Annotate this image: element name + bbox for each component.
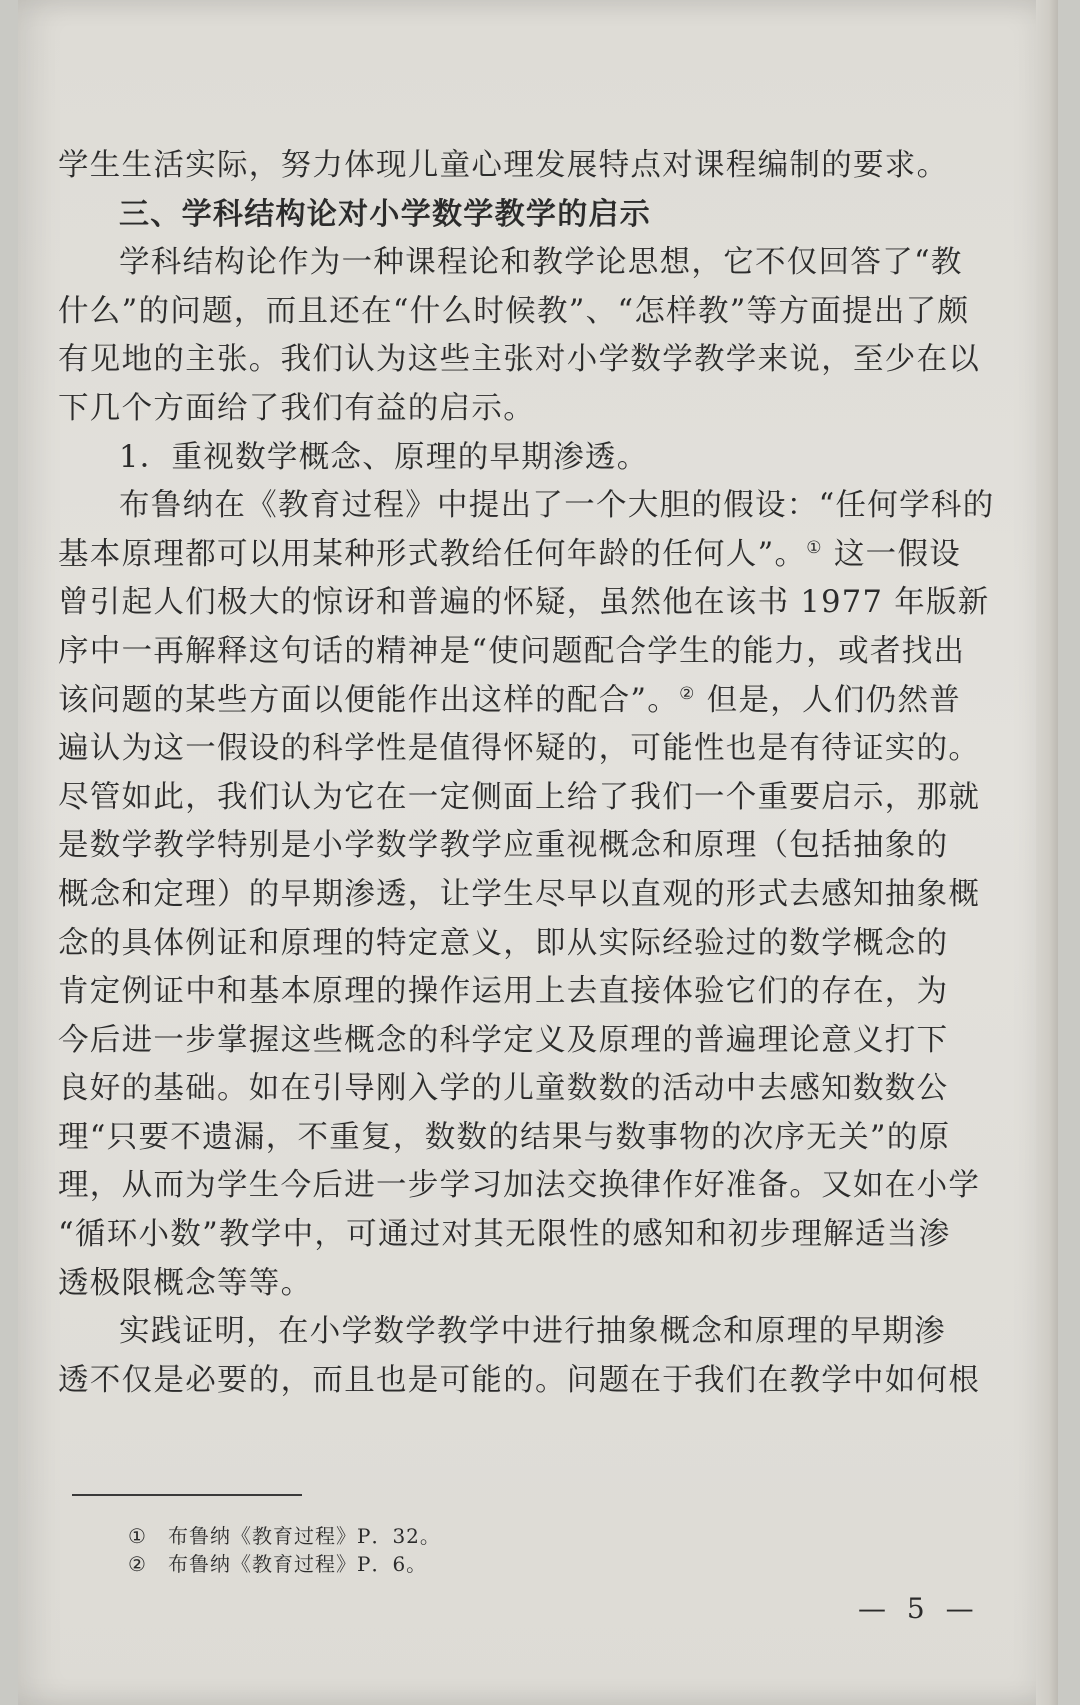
text-fragment: 该问题的某些方面以便能作出这样的配合”。 — [58, 682, 680, 718]
text-line: 有见地的主张。我们认为这些主张对小学数学教学来说，至少在以 — [58, 342, 981, 378]
section-heading: 三、学科结构论对小学数学教学的启示 — [119, 196, 652, 232]
footnote-ref-1: ① — [806, 537, 823, 558]
footnote-divider — [72, 1494, 302, 1496]
text-line: 布鲁纳在《教育过程》中提出了一个大胆的假设：“任何学科的 — [119, 488, 995, 524]
footnote-marker: ① — [128, 1524, 147, 1548]
text-line: 实践证明，在小学数学教学中进行抽象概念和原理的早期渗 — [119, 1314, 946, 1350]
page-edge-shadow — [1036, 0, 1058, 1705]
text-line: 透极限概念等等。 — [58, 1265, 313, 1301]
text-line — [58, 677, 998, 726]
text-line: 理，从而为学生今后进一步学习加法交换律作好准备。又如在小学 — [58, 1168, 981, 1204]
text-line: 曾引起人们极大的惊讶和普遍的怀疑，虽然他在该书 1977 年版新 — [58, 585, 990, 621]
text-fragment: 这一假设 — [833, 536, 962, 572]
footnote-text: 布鲁纳《教育过程》P．32。 — [168, 1524, 441, 1548]
text-fragment: 但是，人们仍然普 — [706, 682, 962, 718]
footnote-text: 布鲁纳《教育过程》P．6。 — [168, 1552, 428, 1576]
text-line: 遍认为这一假设的科学性是值得怀疑的，可能性也是有待证实的。 — [58, 731, 981, 767]
body-text — [58, 142, 998, 1405]
text-line: 序中一再解释这句话的精神是“使问题配合学生的能力，或者找出 — [58, 633, 966, 669]
footnote-1 — [128, 1522, 441, 1550]
text-line: 是数学教学特别是小学数学教学应重视概念和原理（包括抽象的 — [58, 828, 949, 864]
text-line: 概念和定理）的早期渗透，让学生尽早以直观的形式去感知抽象概 — [58, 876, 981, 912]
footnotes — [128, 1522, 441, 1578]
footnote-marker: ② — [128, 1552, 147, 1576]
text-line: 什么”的问题，而且还在“什么时候教”、“怎样教”等方面提出了颇 — [58, 293, 970, 329]
subsection-heading: 1．重视数学概念、原理的早期渗透。 — [119, 439, 649, 475]
text-line: 肯定例证中和基本原理的操作运用上去直接体验它们的存在，为 — [58, 974, 949, 1010]
text-line: 透不仅是必要的，而且也是可能的。问题在于我们在教学中如何根 — [58, 1362, 981, 1398]
page-number: — 5 — — [858, 1592, 980, 1625]
text-line: 下几个方面给了我们有益的启示。 — [58, 390, 535, 426]
text-line: 理“只要不遗漏，不重复，数数的结果与数事物的次序无关”的原 — [58, 1119, 951, 1155]
text-line: 尽管如此，我们认为它在一定侧面上给了我们一个重要启示，那就 — [58, 779, 981, 815]
footnote-ref-2: ② — [679, 683, 696, 704]
text-line: 念的具体例证和原理的特定意义，即从实际经验过的数学概念的 — [58, 925, 949, 961]
footnote-2 — [128, 1550, 441, 1578]
text-line: 学科结构论作为一种课程论和教学论思想，它不仅回答了“教 — [119, 245, 963, 281]
text-line: 学生生活实际，努力体现儿童心理发展特点对课程编制的要求。 — [58, 148, 949, 183]
text-line — [58, 531, 998, 580]
text-fragment: 基本原理都可以用某种形式教给任何年龄的任何人”。 — [58, 536, 807, 572]
text-line: 今后进一步掌握这些概念的科学定义及原理的普遍理论意义打下 — [58, 1022, 949, 1058]
text-line: 良好的基础。如在引导刚入学的儿童数数的活动中去感知数数公 — [58, 1071, 949, 1107]
text-line: “循环小数”教学中，可通过对其无限性的感知和初步理解适当渗 — [58, 1217, 951, 1253]
